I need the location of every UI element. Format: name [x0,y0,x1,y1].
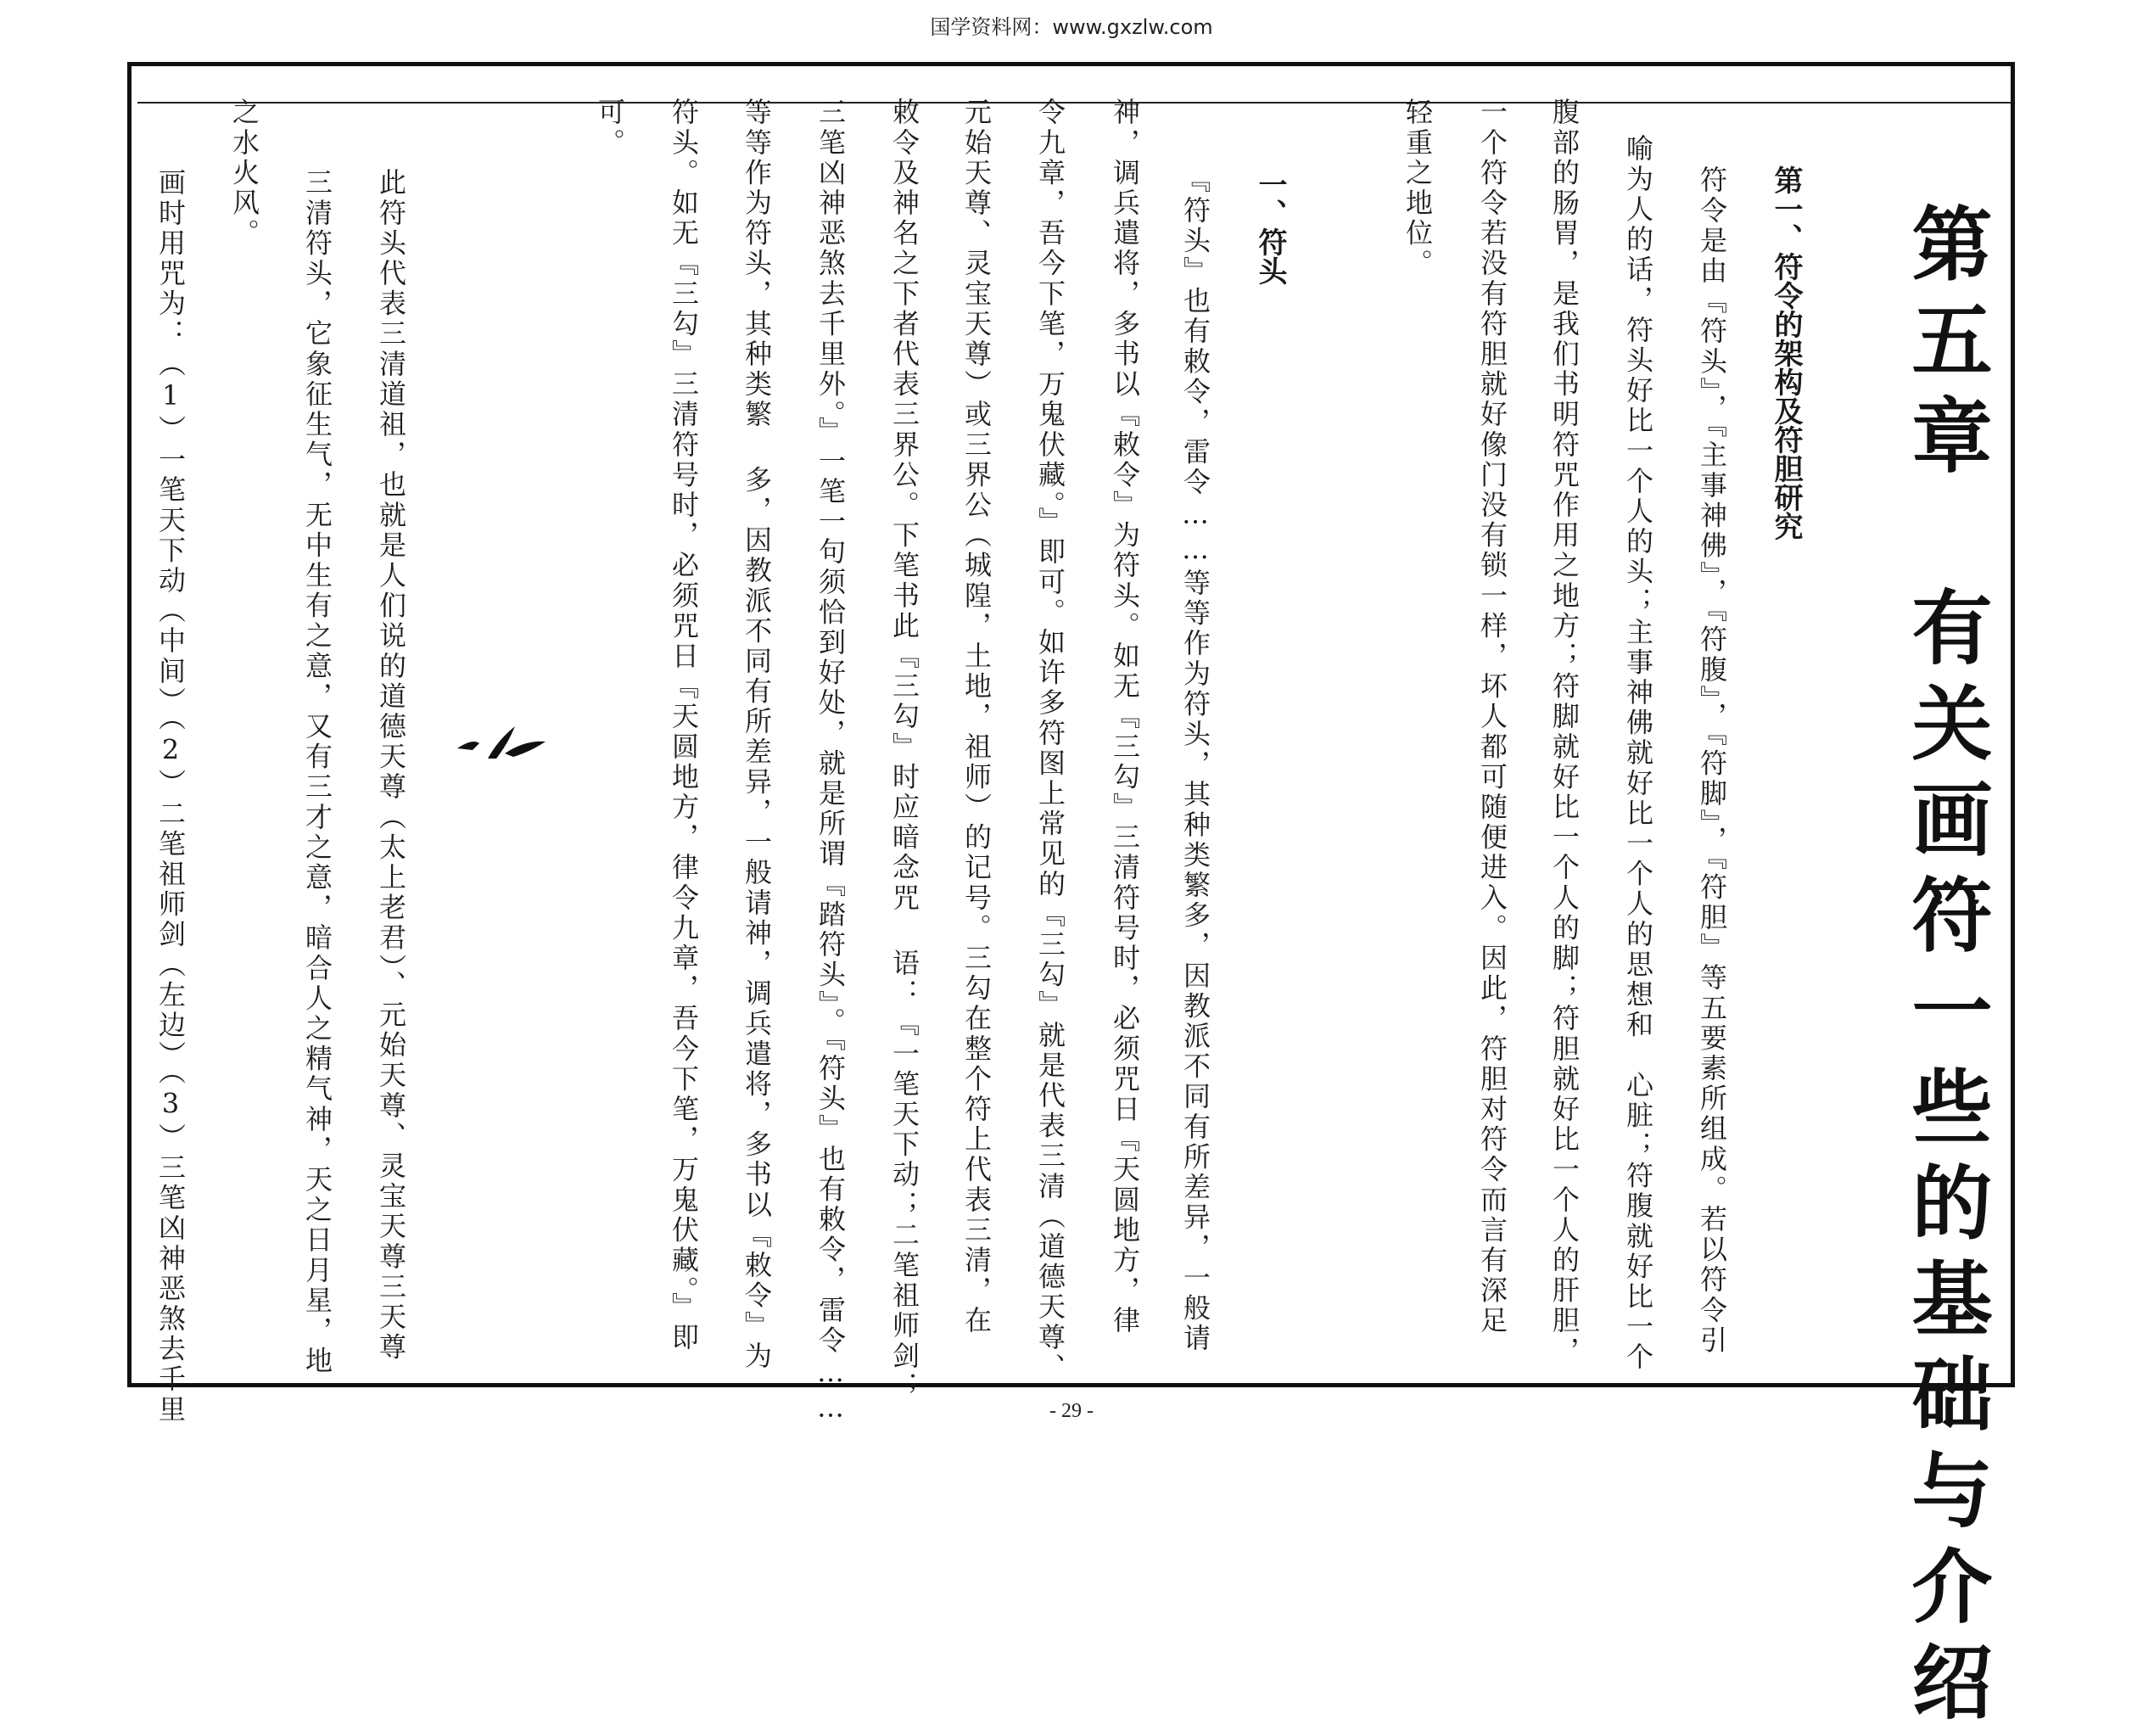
subsection-text-column: 符头。如无『三勾』三清符号时，必须咒日『天圆地方，律令九章，吾今下笔，万鬼伏藏。』即 [668,98,700,1353]
section-text-column: 喻为人的话，符头好比一个人的头；主事神佛就好比一个人的思想和 心脏；符腹就好比一个 [1622,134,1654,1373]
subsection-text-column: 元始天尊、灵宝天尊）或三界公（城隍，土地，祖师）的记号。三勾在整个符上代表三清，在 [960,98,993,1336]
subsection-text-column: 三笔凶神恶煞去千里外。』一笔一句须恰到好处，就是所谓『踏符头』。『符头』也有敕令，雷令…… [814,98,847,1426]
site-header: 国学资料网：www.gxzlw.com [930,15,1213,39]
sub-heading: 一、符头 [1253,170,1287,285]
sanqing-text-column: 画时用咒为：（1）一笔天下动（中间）（2）二笔祖师剑（左边）（3）三笔凶神恶煞去千里 [154,168,187,1425]
subsection-text-column: 敕令及神名之下者代表三界公。下笔书此『三勾』时应暗念咒 语：『一笔天下动；二笔祖师剑； [888,98,920,1402]
sanqing-fu-tou-symbol [454,714,556,765]
chapter-title: 第五章 有关画符一些的基础与介绍 [1899,202,1992,1736]
subsection-text-column: 可。 [594,98,626,159]
sanqing-text-column: 之水火风。 [228,98,260,249]
header-rule [137,102,2011,104]
subsection-text-column: 令九章，吾今下笔，万鬼伏藏。』即可。如许多符图上常见的『三勾』就是代表三清（道德天尊、 [1034,98,1066,1383]
subsection-text-column: 『符头』也有敕令，雷令……等等作为符头，其种类繁多，因教派不同有所差异，一般请 [1179,165,1211,1354]
page-frame [127,62,2015,1387]
subsection-text-column: 神，调兵遣将，多书以『敕令』为符头。如无『三勾』三清符号时，必须咒日『天圆地方，律 [1109,98,1141,1336]
subsection-text-column: 等等作为符头，其种类繁 多，因教派不同有所差异，一般请神，调兵遣将，多书以『敕令』为 [741,98,773,1372]
page-number: - 29 - [1049,1400,1094,1422]
section-text-column: 腹部的肠胃，是我们书明符咒作用之地方；符脚就好比一个人的脚；符胆就好比一个人的肝胆， [1548,98,1581,1367]
sanqing-text-column: 三清符头，它象征生气，无中生有之意，又有三才之意，暗合人之精气神，天之日月星，地 [301,168,333,1376]
sanqing-text-column: 此符头代表三清道祖，也就是人们说的道德天尊（太上老君）、元始天尊、灵宝天尊三天尊 [375,168,407,1363]
section-heading: 第一、符令的架构及符胆研究 [1769,165,1803,540]
section-text-column: 符令是由『符头』，『主事神佛』，『符腹』，『符脚』，『符胆』等五要素所组成。若以符令引 [1696,165,1728,1356]
section-text-column: 轻重之地位。 [1402,98,1434,279]
section-text-column: 一个符令若没有符胆就好像门没有锁一样，坏人都可随便进入。因此，符胆对符令而言有深足 [1476,98,1508,1336]
